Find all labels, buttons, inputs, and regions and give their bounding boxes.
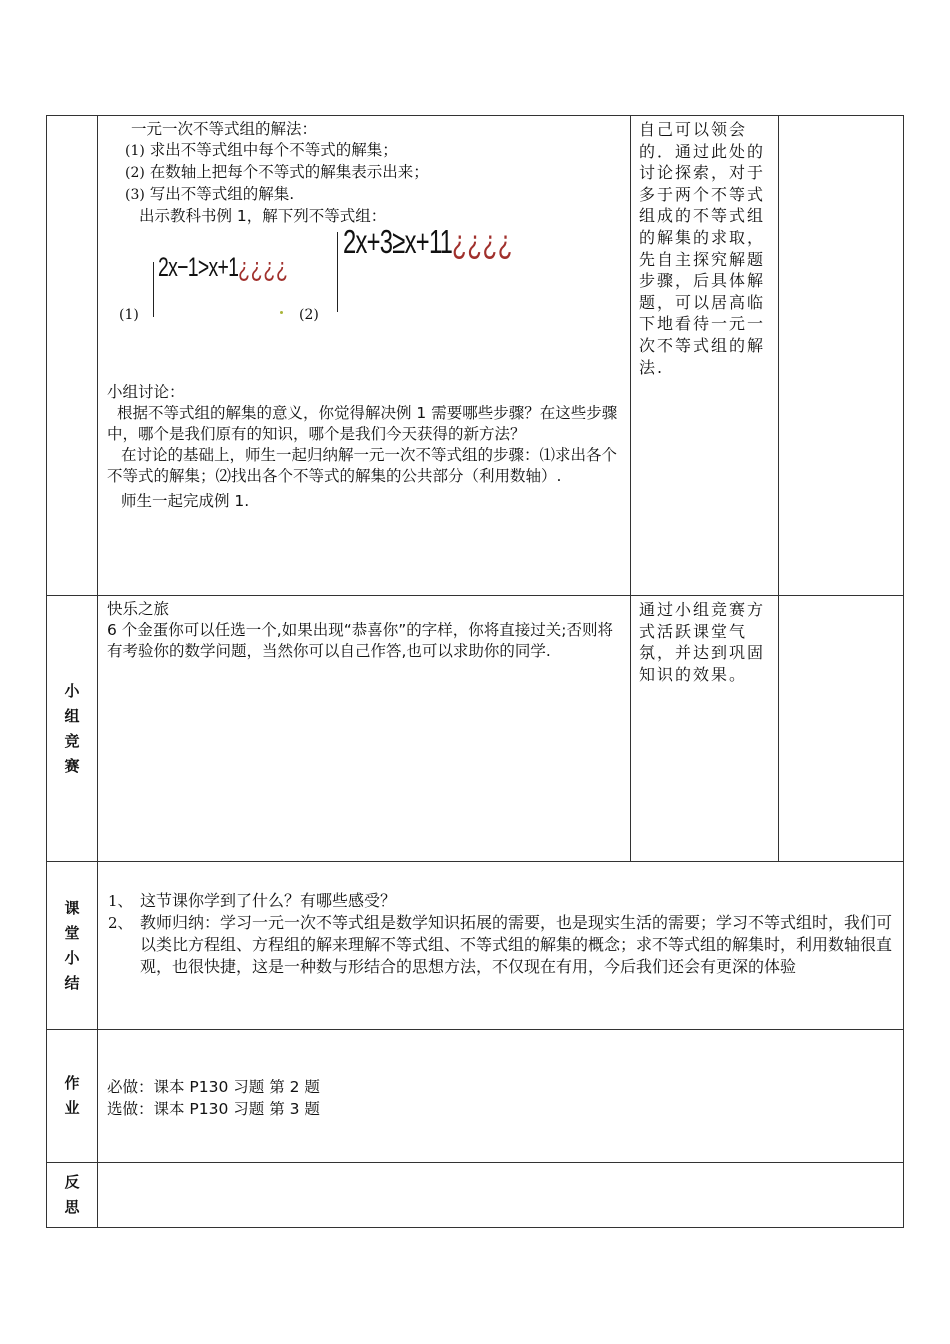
lesson-plan-table [46, 115, 904, 1228]
summary-label: 课 堂 小 结 [47, 862, 98, 1030]
competition-note-cell: 通过小组竞赛方式活跃课堂气氛，并达到巩固知识的效果。 [631, 596, 779, 862]
discussion-title: 小组讨论： [107, 383, 185, 401]
method-extra-cell [779, 116, 904, 596]
reflection-content-cell [98, 1163, 904, 1228]
example-intro: 出示教科书例 1，解下列不等式组： [139, 207, 387, 225]
summary-item-1: 1、 这节课你学到了什么？有哪些感受？ [108, 891, 397, 910]
summary-row [47, 862, 904, 1030]
example-2-inequality: 2x+3≥x+11¿¿¿¿ [343, 223, 514, 260]
reflection-label: 反 思 [47, 1163, 98, 1228]
competition-text: 6 个金蛋你可以任选一个,如果出现“恭喜你”的字样，你将直接过关;否则将有考验你的数学问题，当然你可以自己作答,也可以求助你的同学. [107, 621, 614, 660]
homework-row [47, 1030, 904, 1163]
competition-content-cell [98, 596, 631, 862]
discussion-text: 根据不等式组的解集的意义，你觉得解决例 1 需要哪些步骤？在这些步骤中，哪个是我们原有的知识，哪个是我们今天获得的新方法？ [107, 404, 618, 443]
discussion-summary: 在讨论的基础上，师生一起归纳解一元一次不等式组的步骤：⑴求出各个不等式的解集；⑵找出各个不等式的解集的公共部分（利用数轴）. [107, 446, 618, 485]
method-note-cell: 自己可以领会的．通过此处的讨论探索，对于多于两个不等式组成的不等式组的解集的求取，先自主探究解题步骤，后具体解题，可以居高临下地看待一元一次不等式组的解法. [631, 116, 779, 596]
competition-title: 快乐之旅 [107, 600, 170, 618]
method-heading: 一元一次不等式组的解法： [131, 120, 318, 138]
homework-content-cell [98, 1030, 904, 1163]
reflection-row [47, 1163, 904, 1228]
step-3: (3) 写出不等式组的解集. [125, 185, 295, 203]
competition-row [47, 596, 904, 862]
example-1-label: (1) [119, 307, 139, 323]
example-1-inequality: 2x−1>x+1¿¿¿¿ [158, 252, 289, 282]
example-2-label: (2) [299, 307, 319, 323]
decor-dot [280, 311, 283, 314]
summary-item-2: 2、 教师归纳：学习一元一次不等式组是数学知识拓展的需要，也是现实生活的需要；学习不等式组时，我们可以类比方程组、方程组的解来理解不等式组、不等式组的解集的概念；求不等式组的解集时，利用数轴很直观，也很快捷，这是一种数与形结合的思想方法，不仅现在有用，今后我们还会有更深的体验 [108, 913, 893, 976]
homework-required: 必做：课本 P130 习题 第 2 题 [107, 1078, 320, 1096]
method-label-cell [47, 116, 98, 596]
competition-extra-cell [779, 596, 904, 862]
homework-label: 作 业 [47, 1030, 98, 1163]
summary-content-cell [98, 862, 904, 1030]
method-content-cell [98, 116, 631, 596]
step-2: (2) 在数轴上把每个不等式的解集表示出来； [125, 163, 429, 181]
homework-optional: 选做：课本 P130 习题 第 3 题 [107, 1100, 320, 1118]
method-row [47, 116, 904, 596]
example-systems [107, 223, 622, 382]
step-1: (1) 求出不等式组中每个不等式的解集； [125, 141, 398, 159]
complete-example: 师生一起完成例 1. [121, 492, 250, 510]
competition-label: 小 组 竞 赛 [47, 596, 98, 862]
